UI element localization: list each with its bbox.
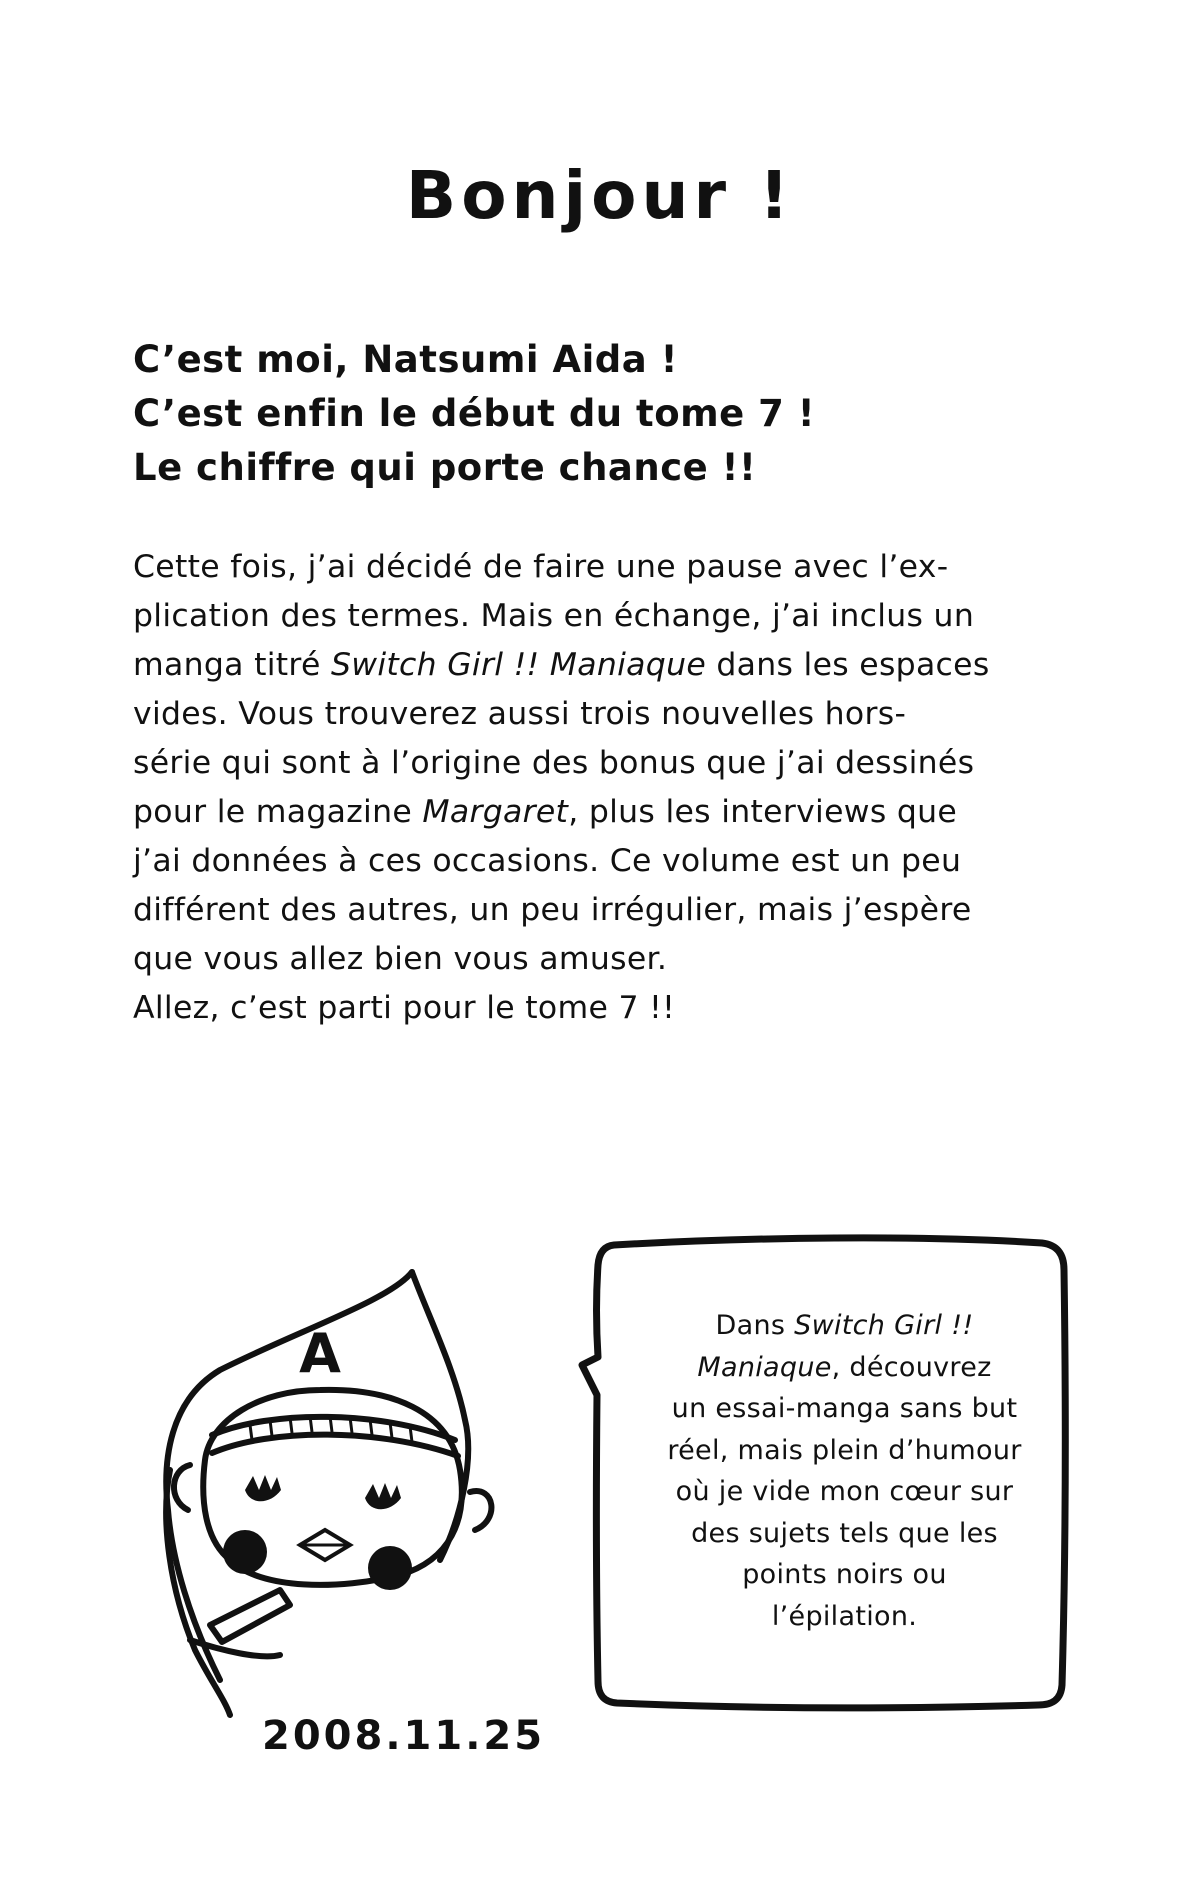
signature-date: 2008.11.25 bbox=[262, 1713, 546, 1759]
bubble-line bbox=[632, 1347, 1057, 1389]
magazine-title: Margaret bbox=[422, 794, 569, 830]
left-eye bbox=[245, 1475, 281, 1501]
manga-title: Maniaque bbox=[697, 1351, 832, 1383]
body-line: que vous allez bien vous amuser. bbox=[133, 941, 668, 977]
right-ear bbox=[470, 1491, 491, 1530]
bubble-line: un essai-manga sans but bbox=[671, 1393, 1018, 1424]
manga-title: Switch Girl !! Maniaque bbox=[330, 647, 707, 683]
intro-block bbox=[133, 333, 1073, 495]
bubble-text bbox=[632, 1305, 1057, 1637]
body-paragraph bbox=[133, 543, 1083, 1033]
page-title: Bonjour ! bbox=[405, 157, 795, 234]
cigarette bbox=[210, 1590, 290, 1642]
hood-letter: A bbox=[299, 1322, 341, 1385]
bubble-text-span: , découvrez bbox=[831, 1351, 992, 1383]
intro-line: Le chiffre qui porte chance !! bbox=[133, 446, 757, 489]
bubble-line: où je vide mon cœur sur bbox=[675, 1476, 1014, 1507]
body-line: Allez, c’est parti pour le tome 7 !! bbox=[133, 990, 675, 1026]
body-line: différent des autres, un peu irrégulier, mais j’espère bbox=[133, 892, 972, 928]
left-cheek bbox=[223, 1530, 267, 1574]
body-line bbox=[133, 641, 1083, 690]
author-avatar-illustration bbox=[150, 1260, 590, 1720]
body-text-span: pour le magazine bbox=[133, 794, 423, 830]
bubble-line: des sujets tels que les bbox=[691, 1517, 998, 1549]
left-ear bbox=[174, 1465, 190, 1510]
body-text-span: manga titré bbox=[133, 647, 331, 683]
body-line: vides. Vous trouverez aussi trois nouvelles hors- bbox=[133, 696, 907, 732]
manga-title: Switch Girl !! bbox=[794, 1310, 974, 1341]
intro-line: C’est moi, Natsumi Aida ! bbox=[133, 338, 678, 381]
bubble-line: l’épilation. bbox=[771, 1600, 918, 1632]
intro-line: C’est enfin le début du tome 7 ! bbox=[133, 392, 816, 435]
bubble-line: points noirs ou bbox=[742, 1559, 947, 1590]
body-line: Cette fois, j’ai décidé de faire une pause avec l’ex- bbox=[133, 549, 949, 585]
body-line: série qui sont à l’origine des bonus que j’ai dessinés bbox=[133, 745, 975, 781]
body-line: j’ai données à ces occasions. Ce volume est un peu bbox=[133, 843, 962, 879]
bubble-line bbox=[632, 1305, 1057, 1347]
eyes bbox=[245, 1475, 401, 1509]
speech-bubble bbox=[572, 1225, 1072, 1715]
right-cheek bbox=[368, 1546, 412, 1590]
bubble-line: réel, mais plein d’humour bbox=[667, 1434, 1022, 1466]
body-line bbox=[133, 788, 1083, 837]
forehead-band-lower bbox=[212, 1435, 458, 1456]
hooded-character-drawing bbox=[150, 1260, 590, 1720]
body-text-span: dans les espaces bbox=[706, 647, 990, 683]
body-line: plication des termes. Mais en échange, j’ai inclus un bbox=[133, 598, 975, 634]
right-eye bbox=[365, 1483, 401, 1509]
body-text-span: , plus les interviews que bbox=[568, 794, 958, 830]
bubble-text-span: Dans bbox=[715, 1310, 795, 1341]
